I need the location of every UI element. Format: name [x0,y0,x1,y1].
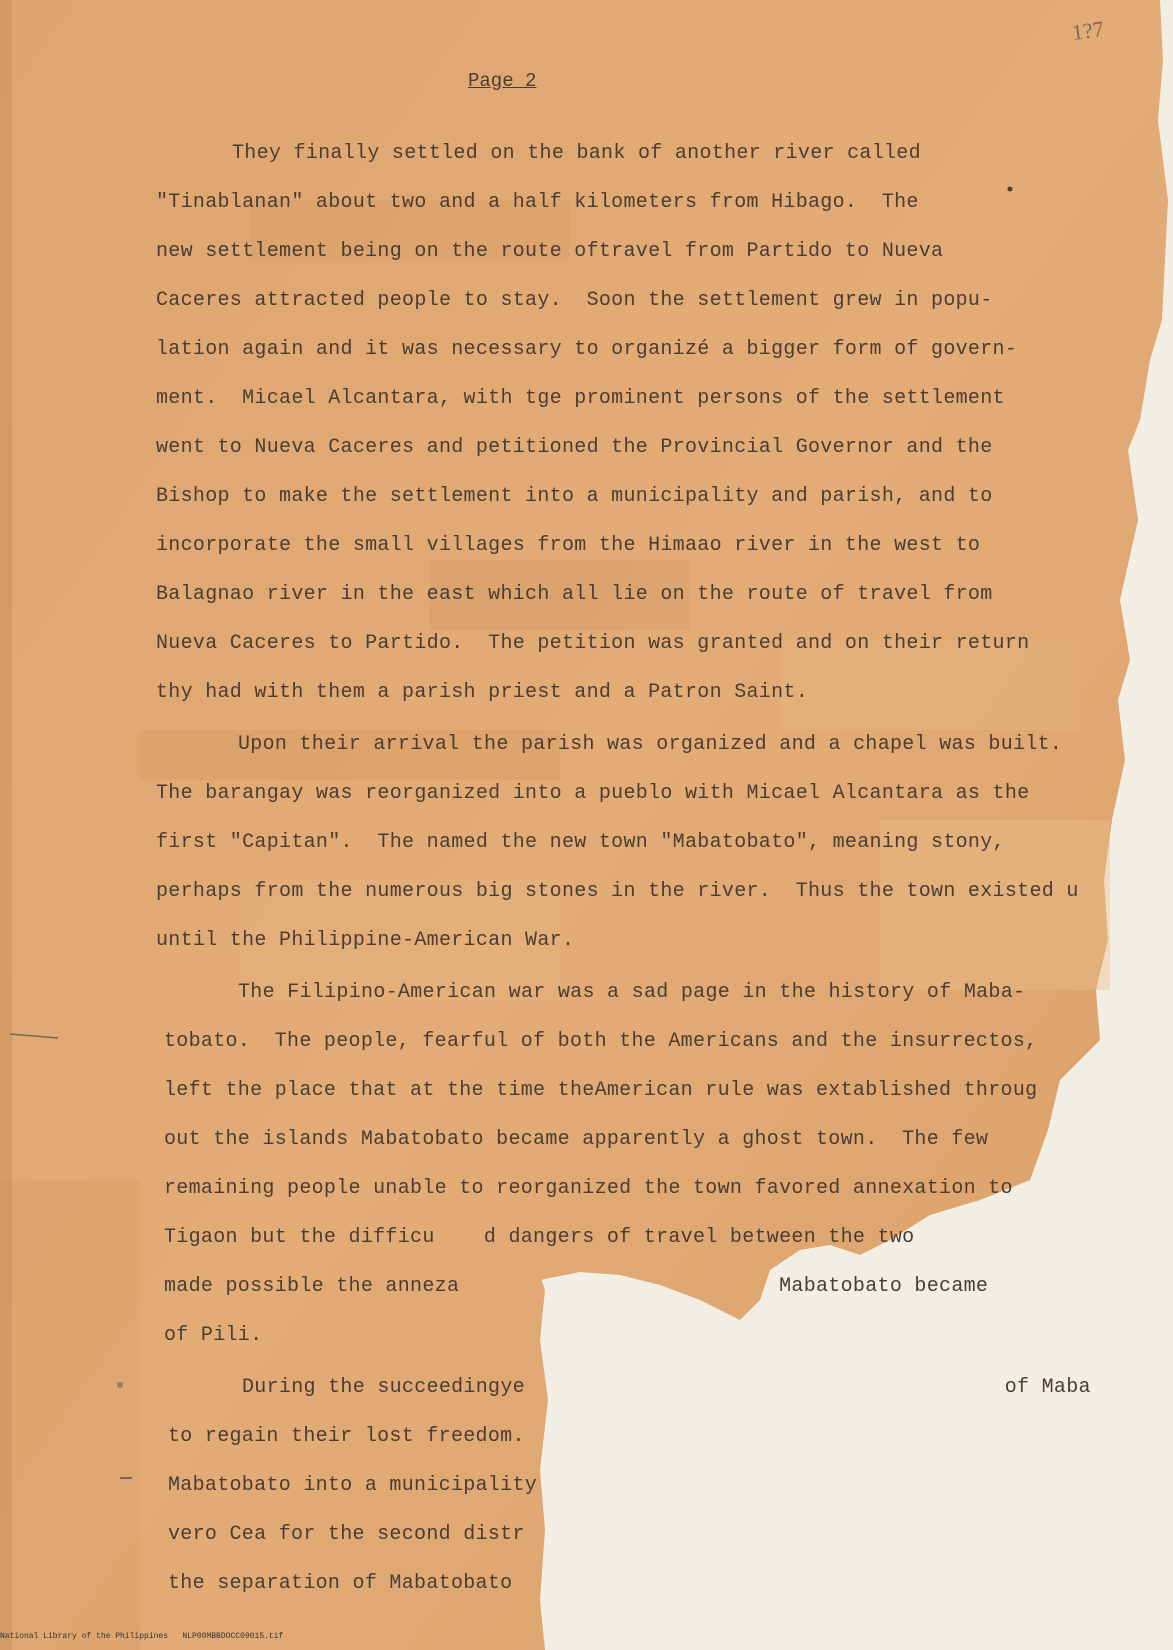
text-line: During the succeedingye of Maba [242,1376,1091,1399]
text-line: ment. Micael Alcantara, with tge prominent persons of the settlement [156,387,1005,410]
stain-patch [0,1180,140,1650]
page-label: Page 2 [468,70,537,92]
ink-dot [1008,187,1013,192]
text-line: Bishop to make the settlement into a municipality and parish, and to [156,485,993,508]
text-line: Balagnao river in the east which all lie on the route of travel from [156,583,993,606]
text-line: tobato. The people, fearful of both the Americans and the insurrectos, [164,1030,1038,1053]
text-line: went to Nueva Caceres and petitioned the Provincial Governor and the [156,436,993,459]
text-line: first "Capitan". The named the new town "Mabatobato", meaning stony, [156,831,1005,854]
text-line: made possible the anneza Mabatobato became [164,1275,989,1298]
text-line: Tigaon but the difficu d dangers of travel between the two [164,1226,915,1249]
text-line: Caceres attracted people to stay. Soon the settlement grew in popu- [156,289,993,312]
text-line: of Pili. [164,1324,263,1347]
text-line: Mabatobato into a municipality [168,1474,538,1497]
text-line: Nueva Caceres to Partido. The petition was granted and on their return [156,632,1030,655]
text-line: thy had with them a parish priest and a Patron Saint. [156,681,809,704]
text-line: new settlement being on the route oftravel from Partido to Nueva [156,240,944,263]
text-line: The Filipino-American war was a sad page in the history of Maba- [238,981,1026,1004]
text-line: the separation of Mabatobato [168,1572,513,1595]
text-line: out the islands Mabatobato became apparently a ghost town. The few [164,1128,989,1151]
ink-dot [117,1382,123,1388]
text-line: They finally settled on the bank of another river called [232,142,921,165]
left-edge-shadow [0,0,12,1650]
text-line: until the Philippine-American War. [156,929,575,952]
archive-footer: National Library of the Philippines NLP00MBBDOCC09015.tif [0,1632,284,1641]
text-line: remaining people unable to reorganized the town favored annexation to [164,1177,1013,1200]
text-line: vero Cea for the second distr [168,1523,525,1546]
text-line: perhaps from the numerous big stones in the river. Thus the town existed u [156,880,1079,903]
corner-page-mark: 1?7 [1070,15,1106,46]
text-line: to regain their lost freedom. [168,1425,525,1448]
text-line: lation again and it was necessary to organizé a bigger form of govern- [156,338,1018,361]
text-line: left the place that at the time theAmerican rule was extablished throug [164,1079,1038,1102]
text-line: Upon their arrival the parish was organized and a chapel was built. [238,733,1063,756]
text-line: "Tinablanan" about two and a half kilometers from Hibago. The [156,191,919,214]
text-line: The barangay was reorganized into a pueblo with Micael Alcantara as the [156,782,1030,805]
text-line: incorporate the small villages from the Himaao river in the west to [156,534,981,557]
